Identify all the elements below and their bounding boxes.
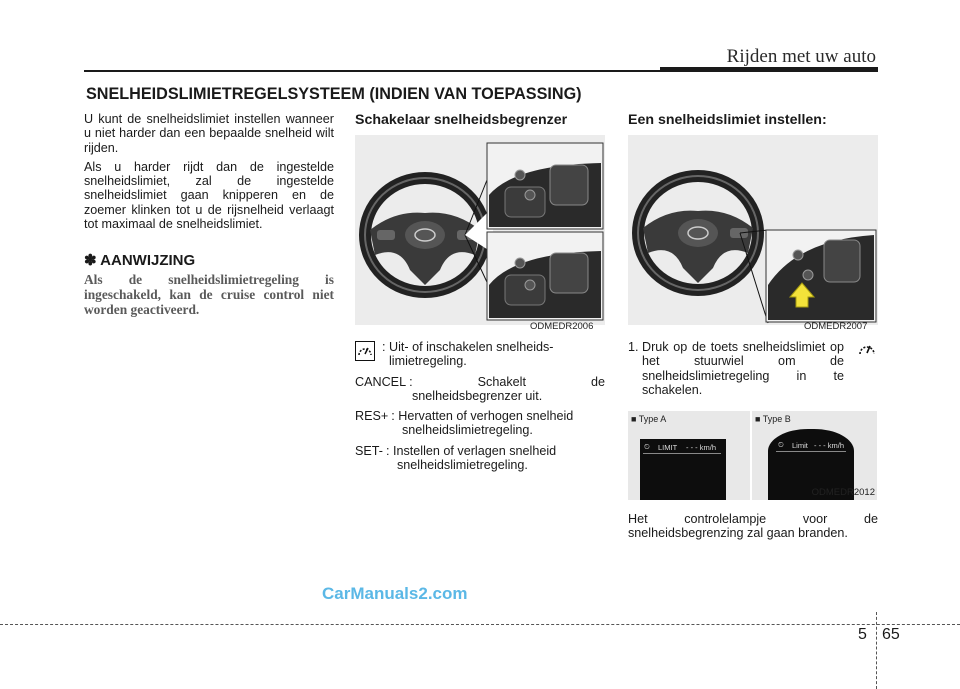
page-number: 65 <box>882 626 900 643</box>
lcd-speed-value: - - - km/h <box>814 441 844 450</box>
header-rule <box>84 70 660 72</box>
figure-caption: ODMEDR2007 <box>804 321 868 332</box>
section-title: SNELHEIDSLIMIETREGELSYSTEEM (INDIEN VAN TOEPASSING) <box>86 85 582 103</box>
limit-indicator-icon: ⏲ <box>644 442 650 451</box>
button-definitions <box>355 340 605 478</box>
lcd-limit-label: LIMIT <box>658 443 678 452</box>
definition-desc-line1: : Instellen of verlagen snelheid <box>386 443 557 458</box>
definition-desc-line1: : Uit- of inschakelen snelheids- <box>382 340 554 354</box>
note-body: Als de snelheidslimietregeling is ingeschakeld, kan de cruise control niet worden geactiveerd. <box>84 272 334 318</box>
footer-rule <box>0 624 960 625</box>
definition-limit-button <box>355 340 605 369</box>
result-paragraph: Het controlelampje voor de snelheidsbegrenzing zal gaan branden. <box>628 512 878 541</box>
steering-wheel-illustration <box>355 135 605 325</box>
figure-caption: ODMEDR2006 <box>530 321 594 332</box>
chapter-number: 5 <box>858 626 867 643</box>
limit-indicator-icon: ⏲ <box>778 440 784 449</box>
definition-desc-line2: snelheidslimietregeling. <box>397 458 528 473</box>
type-b-label: ■ Type B <box>755 414 791 424</box>
set-limit-heading: Een snelheidslimiet instellen: <box>628 112 827 128</box>
type-a-panel <box>628 411 750 500</box>
definition-term: CANCEL <box>355 374 407 389</box>
figure-caption: ODMEDR2012 <box>811 487 875 498</box>
definition-desc-line1: : Schakelt de <box>409 374 605 389</box>
intro-paragraph-2: Als u harder rijdt dan de ingestelde snelheidslimiet, zal de ingestelde snelheidslimiet gaan knipperen en de zoemer klinken tot u de rijsnelheid verlaagt tot maximaal de snelheidslimiet. <box>84 159 334 232</box>
type-a-label: ■ Type A <box>631 414 667 424</box>
speed-limiter-icon <box>355 341 375 361</box>
steering-wheel-illustration <box>628 135 878 325</box>
lcd-divider <box>643 453 721 454</box>
watermark: CarManuals2.com <box>322 584 468 603</box>
speed-limiter-icon <box>856 338 878 360</box>
chapter-title: Rijden met uw auto <box>726 46 876 67</box>
definition-term: RES+ <box>355 409 389 424</box>
footer-divider <box>876 612 877 689</box>
step-text: Druk op de toets snelheidslimiet op het stuurwiel om de snelheidslimietregeling in te schakelen. <box>642 340 844 397</box>
definition-res <box>355 409 605 438</box>
definition-desc-line2: limietregeling. <box>389 354 467 369</box>
limit-button-figure <box>628 135 878 325</box>
note-heading: ✽ AANWIJZING <box>84 252 196 270</box>
definition-set <box>355 444 605 473</box>
lcd-speed-value: - - - km/h <box>686 443 716 452</box>
step-1 <box>628 340 878 397</box>
switch-heading: Schakelaar snelheidsbegrenzer <box>355 112 568 128</box>
definition-desc-line2: snelheidsbegrenzer uit. <box>412 388 543 403</box>
definition-desc-line1: : Hervatten of verhogen snelheid <box>391 409 574 424</box>
intro-paragraph-1: U kunt de snelheidslimiet instellen wanneer u niet harder dan een bepaalde snelheid wilt rijden. <box>84 112 334 155</box>
definition-desc-line2: snelheidslimietregeling. <box>402 423 533 438</box>
type-b-panel <box>752 411 877 500</box>
header-rule-thick <box>660 67 878 72</box>
definition-term: SET- <box>355 443 383 458</box>
intro-column <box>84 112 334 317</box>
lcd-limit-label: Limit <box>792 441 808 450</box>
lcd-divider <box>776 451 846 452</box>
cluster-display-a <box>640 439 726 500</box>
steering-wheel-figure <box>355 135 605 325</box>
definition-cancel <box>355 375 605 404</box>
step-number: 1. <box>628 340 639 354</box>
